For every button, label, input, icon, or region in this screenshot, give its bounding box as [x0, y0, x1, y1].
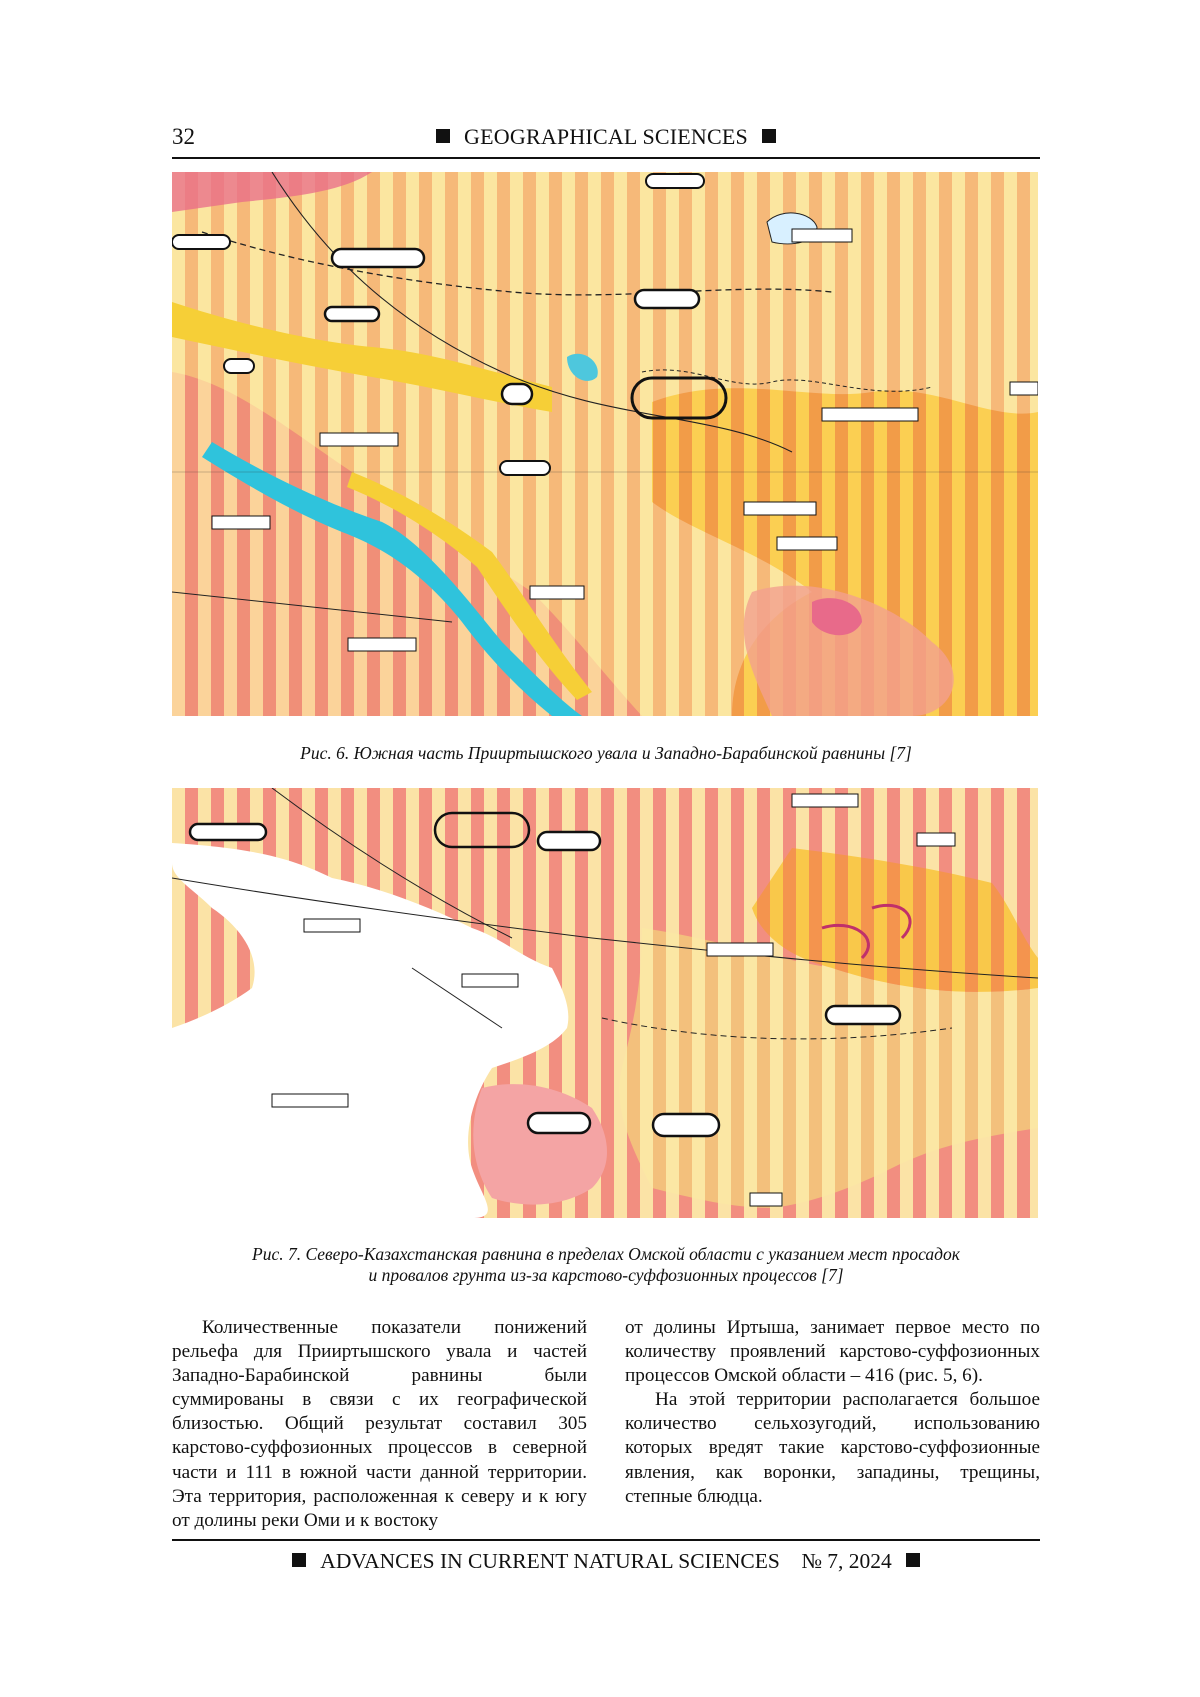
body-left-column	[172, 1316, 587, 1533]
section-title-text: GEOGRAPHICAL SCIENCES	[464, 124, 748, 149]
page-footer	[172, 1549, 1040, 1574]
body-paragraph-1: Количественные показатели понижений рельефа для Прииртышского увала и частей Западно-Барабинской равнины были суммированы в связи с их географической близостью. Общий результат составил 305 карстово-суффозионных процессов в северной части и 111 в южной части данной территории. Эта территория, расположенная к северу и к югу от долины реки Оми и к востоку	[172, 1317, 587, 1531]
square-bullet-icon	[762, 129, 776, 143]
figure-6-caption: Рис. 6. Южная часть Прииртышского увала и Западно-Барабинской равнины [7]	[300, 743, 912, 763]
square-bullet-icon	[906, 1553, 920, 1567]
body-paragraph-2: На этой территории располагается большое количество сельхозугодий, использованию которых вредят такие карстово-суффозионные явления, как воронки, западины, трещины, степные блюдца.	[625, 1389, 1040, 1507]
page-number: 32	[172, 124, 195, 149]
body-paragraph-1-continued: от долины Иртыша, занимает первое место по количеству проявлений карстово-суффозионных процессов Омской области – 416 (рис. 5, 6).	[625, 1317, 1040, 1387]
square-bullet-icon	[436, 129, 450, 143]
figure-7-caption-line2: и провалов грунта из-за карстово-суффозионных процессов [7]	[368, 1265, 844, 1285]
figure-6-svg	[172, 172, 1038, 716]
header-rule	[172, 157, 1040, 159]
page-header	[172, 120, 1040, 156]
figure-7-svg	[172, 788, 1038, 1218]
figure-7-caption-line1: Рис. 7. Северо-Казахстанская равнина в пределах Омской области с указанием мест просадок	[252, 1244, 960, 1264]
issue-number: № 7, 2024	[801, 1549, 892, 1573]
journal-name: ADVANCES IN CURRENT NATURAL SCIENCES	[320, 1549, 780, 1573]
body-right-column	[625, 1316, 1040, 1509]
figure-6-map	[172, 172, 1038, 716]
figure-7-map	[172, 788, 1038, 1218]
figure-7-caption	[172, 1244, 1040, 1286]
square-bullet-icon	[292, 1553, 306, 1567]
journal-section-title	[172, 124, 1040, 150]
footer-rule	[172, 1539, 1040, 1541]
